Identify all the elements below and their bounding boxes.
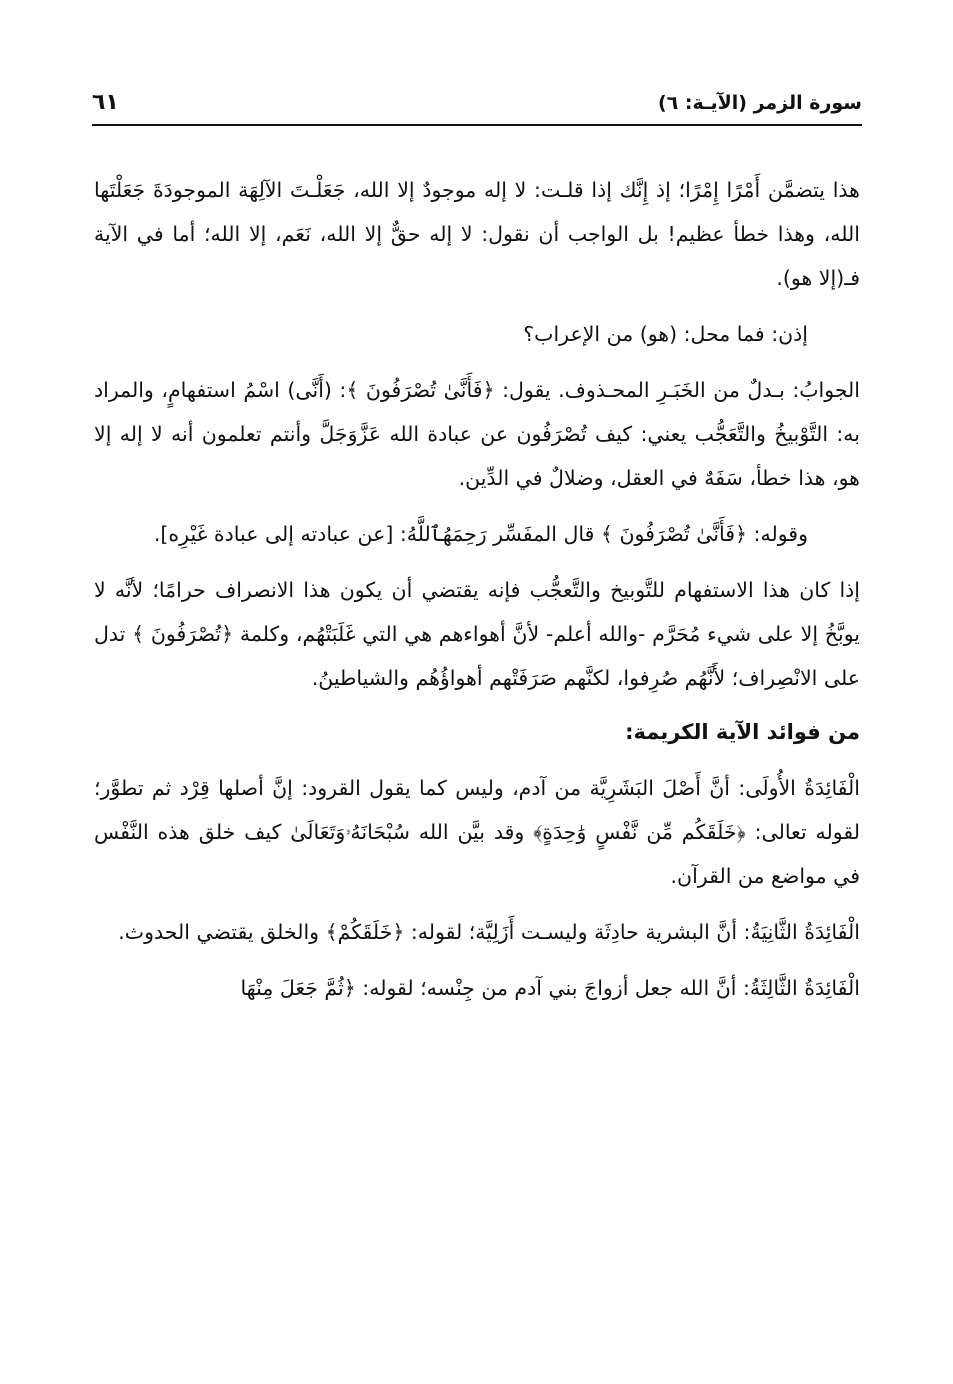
- paragraph: هذا يتضمَّن أَمْرًا إِمْرًا؛ إذ إِنَّك إذا قلـت: لا إله موجودٌ إلا الله، جَعَلْـتَ الآلِهَة الموجودَةَ جَعَلْتَها الله، وهذا خطأ عظيم! بل الواجب أن نقول: لا إله حقٌّ إلا الله، نَعَم، إلا الله؛ أما في الآية فـ(إلا هو).: [94, 178, 860, 290]
- paragraph: وقوله: ﴿فَأَنَّىٰ تُصْرَفُونَ ﴾ قال المفَسِّر رَحِمَهُٱللَّهُ: [عن عبادته إلى عبادة غَيْرِه].: [153, 522, 808, 546]
- paragraph: إذن: فما محل: (هو) من الإعراب؟: [523, 322, 808, 346]
- header-title: سورة الزمر (الآيـة: ٦): [657, 92, 862, 114]
- page-body: [94, 168, 860, 1022]
- benefit-paragraph: الْفَائِدَةُ الثَّانِيَةُ: أنَّ البشرية حادِثَة وليسـت أَزَلِيَّة؛ لقوله: ﴿خَلَقَكُمْ﴾ والخلق يقتضي الحدوث.: [118, 920, 860, 944]
- paragraph: الجوابُ: بـدلٌ من الخَبَـرِ المحـذوف. يقول: ﴿فَأَنَّىٰ تُصْرَفُونَ ﴾: (أَنَّى) اسْمُ استفهامٍ، والمراد به: التَّوْبيخُ والتَّعَجُّب يعني: كيف تُصْرَفُون عن عبادة الله عَزَّوَجَلَّ وأنتم تعلمون أنه لا إله إلا هو، هذا خطأ، سَفَهٌ في العقل، وضلالٌ في الدِّين.: [94, 378, 860, 490]
- page-header: [92, 88, 862, 128]
- benefit-paragraph: الْفَائِدَةُ الثَّالِثَةُ: أنَّ الله جعل أزواجَ بني آدم من جِنْسه؛ لقوله: ﴿ثُمَّ جَعَلَ مِنْهَا: [240, 976, 860, 1000]
- paragraph: إذا كان هذا الاستفهام للتَّوبيخ والتَّعجُّب فإنه يقتضي أن يكون هذا الانصراف حرامًا؛ لأنَّه لا يوبَّخُ إلا على شيء مُحَرَّم -والله أعلم- لأنَّ أهواءهم هي التي غَلَبَتْهُم، وكلمة ﴿تُصْرَفُونَ ﴾ تدل على الانْصِراف؛ لأَنَّهُم صُرِفوا، لكنَّهم صَرَفَتْهم أهواؤُهُم والشياطينُ.: [94, 578, 860, 690]
- header-divider: [92, 124, 862, 126]
- section-heading: من فوائد الآية الكريمة:: [625, 720, 860, 744]
- benefit-paragraph: الْفَائِدَةُ الأُولَى: أنَّ أَصْلَ البَشَرِيَّة من آدم، وليس كما يقول القرود: إنَّ أصلها قِرْد ثم تطوَّر؛ لقوله تعالى: ﴿خَلَقَكُم مِّن نَّفْسٍ وَٰحِدَةٍ﴾ وقد بيَّن الله سُبْحَانَهُۥوَتَعَالَىٰ كيف خلق هذه النَّفْس في مواضع من القرآن.: [94, 776, 860, 888]
- page-number: ٦١: [92, 90, 119, 115]
